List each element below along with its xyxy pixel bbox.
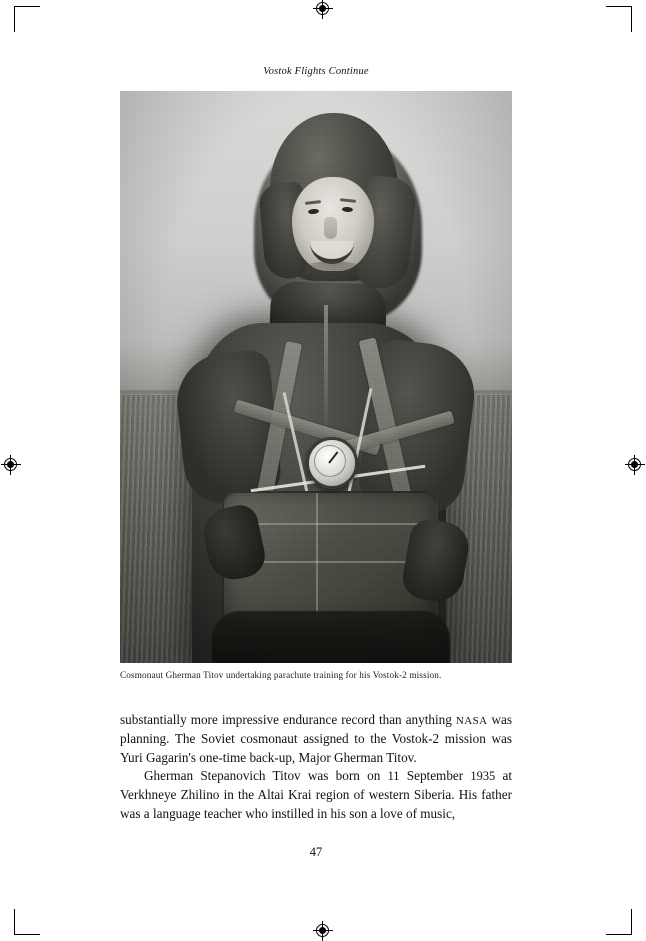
nasa-small-caps: NASA xyxy=(455,715,488,728)
paragraph-2 xyxy=(120,767,512,823)
birth-year: 1935 xyxy=(470,769,496,784)
crop-mark-top-left xyxy=(14,6,40,32)
photo-grain xyxy=(120,91,512,663)
crop-mark-bottom-left xyxy=(14,909,40,935)
page-content xyxy=(120,0,512,860)
birth-day: 11 xyxy=(387,769,400,784)
registration-target-icon-left xyxy=(2,456,20,474)
paragraph-1-part-b: was planning. The Soviet cosmonaut assigned to the Vostok-2 mission was Yuri Gagarin's one-time back-up, Major Gherman Titov. xyxy=(120,712,513,765)
crop-mark-bottom-right xyxy=(606,909,632,935)
figure-caption: Cosmonaut Gherman Titov undertaking parachute training for his Vostok-2 mission. xyxy=(120,670,442,680)
running-head: Vostok Flights Continue xyxy=(263,66,369,77)
page-number: 47 xyxy=(309,845,323,860)
registration-target-icon-bottom xyxy=(314,922,332,940)
paragraph-1 xyxy=(120,711,512,767)
photograph xyxy=(120,91,512,663)
registration-target-icon-right xyxy=(626,456,644,474)
paragraph-2-part-a: Gherman Stepanovich Titov was born on xyxy=(144,768,388,784)
paragraph-2-part-b: September xyxy=(399,768,471,784)
paragraph-1-part-a: substantially more impressive endurance record than anything xyxy=(120,712,456,728)
figure xyxy=(120,91,512,681)
paragraph-2-part-c: at Verkhneye Zhilino in the Altai Krai region of western Siberia. His father was a language teacher who instilled in his son a love of music, xyxy=(120,768,512,821)
crop-mark-top-right xyxy=(606,6,632,32)
body-text xyxy=(120,711,512,823)
